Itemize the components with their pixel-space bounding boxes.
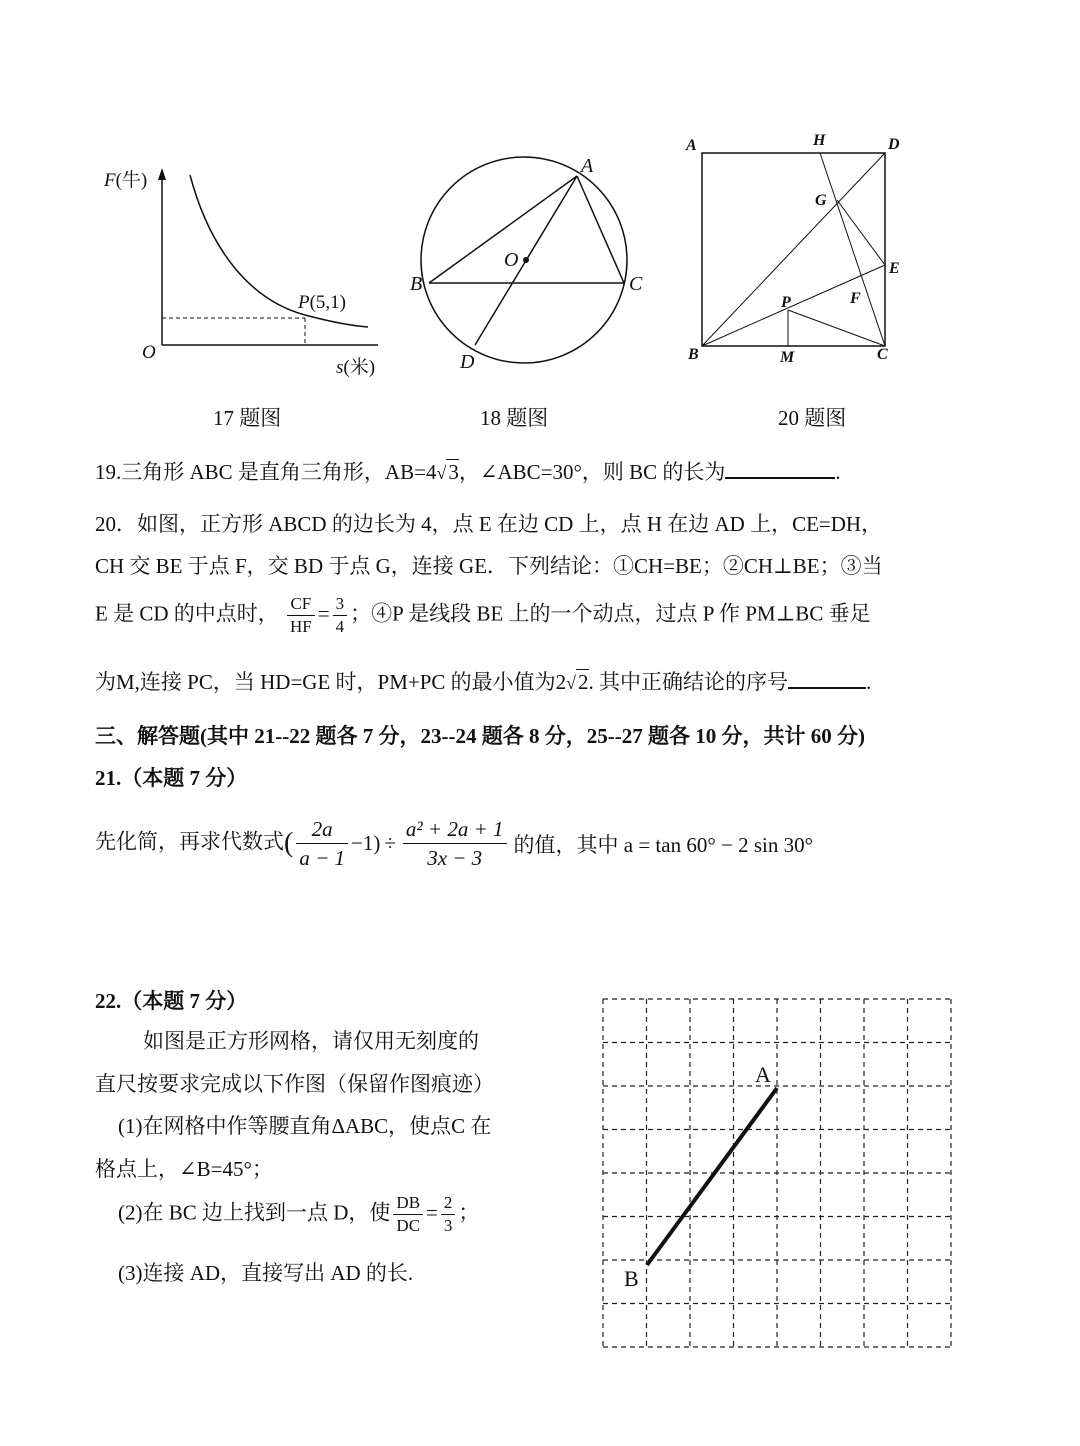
label-g: G (815, 192, 827, 209)
label-a: A (581, 155, 594, 177)
label-d: D (888, 136, 900, 153)
question-21-title: 21.（本题 7 分） (95, 766, 248, 790)
label-c: C (877, 346, 888, 363)
y-axis-arrow-icon (158, 168, 166, 180)
label-m: M (780, 349, 795, 366)
grid-figure-22 (590, 990, 970, 1360)
question-22-part-1-cont: 格点上，∠B=45°； (95, 1157, 273, 1181)
question-22-line-1: 如图是正方形网格，请仅用无刻度的 (143, 1029, 479, 1053)
dashed-grid (603, 999, 951, 1347)
grid-label-a: A (755, 1062, 771, 1087)
answer-blank-20[interactable] (788, 668, 866, 689)
segment-ab (429, 176, 577, 283)
caption-20: 20 题图 (778, 406, 847, 430)
label-e: E (889, 260, 900, 277)
sqrt-radicand: 3 (448, 460, 459, 484)
label-b: B (688, 346, 699, 363)
figure-18-circle (400, 150, 670, 380)
origin-label: O (142, 342, 156, 363)
label-b: B (410, 273, 423, 295)
label-p: P (781, 294, 791, 311)
question-22-part-3: (3)连接 AD，直接写出 AD 的长. (118, 1261, 414, 1285)
fraction-a-squared-over-3x-minus-3: $\frac{\text{a² + 2a + 1}}{3x - 3}$ (403, 815, 507, 872)
center-point (523, 257, 529, 263)
question-22-title: 22.（本题 7 分） (95, 989, 248, 1013)
fraction-3-4: $\frac{3}{4}$ (333, 593, 348, 638)
question-19: 19.三角形 ABC 是直角三角形，AB=4√3，∠ABC=30°，则 BC 的长为 . (95, 460, 841, 484)
label-o: O (504, 249, 519, 271)
question-21-body: 先化简，再求代数式( $\frac{2a}{a - 1}$ −1) ÷ $\frac{\text{a² + 2a + 1}}{3x - 3}$ 的值，其中 a = tan 60° − 2 sin 30° (95, 817, 813, 870)
question-20-line-4: 为M,连接 PC，当 HD=GE 时，PM+PC 的最小值为2√2. 其中正确结论的序号 . (95, 670, 872, 694)
grid-label-b: B (624, 1266, 639, 1291)
answer-blank-19[interactable] (725, 458, 835, 479)
fraction-2a-over-a-minus-1: $\frac{2a}{a - 1}$ (296, 815, 348, 872)
question-22-part-2: (2)在 BC 边上找到一点 D，使 $\frac{DB}{DC}$ = $\frac{2}{3}$ ； (118, 1193, 480, 1235)
segment-pc (788, 310, 885, 346)
question-20-line-2: CH 交 BE 于点 F，交 BD 于点 G，连接 GE．下列结论：①CH=BE；②CH⊥BE；③当 (95, 554, 883, 578)
segment-ge (837, 200, 885, 265)
label-d: D (460, 351, 475, 373)
fraction-db-dc: $\frac{DB}{DC}$ (393, 1192, 423, 1237)
fraction-cf-hf: $\frac{CF}{HF}$ (287, 593, 315, 638)
figure-20-square (680, 125, 920, 375)
label-f: F (850, 290, 861, 307)
question-22-part-1: (1)在网格中作等腰直角ΔABC，使点C 在 (118, 1114, 492, 1138)
section-3-heading: 三、解答题(其中 21--22 题各 7 分，23--24 题各 8 分，25--27 题各 10 分，共计 60 分) (95, 724, 865, 748)
caption-17: 17 题图 (213, 406, 282, 430)
figure-17-graph (100, 160, 400, 390)
caption-18: 18 题图 (480, 406, 549, 430)
label-c: C (629, 273, 643, 295)
sqrt-radicand: 2 (578, 670, 589, 694)
question-20-line-1: 20．如图，正方形 ABCD 的边长为 4，点 E 在边 CD 上，点 H 在边 AD 上，CE=DH， (95, 512, 883, 536)
point-p-label: P(5,1) (298, 292, 347, 313)
segment-ab (647, 1088, 777, 1265)
diagonal-bd (702, 153, 885, 346)
label-a: A (686, 137, 697, 154)
question-22-line-2: 直尺按要求完成以下作图（保留作图痕迹） (95, 1072, 494, 1096)
x-axis-label: s(米) (336, 357, 376, 378)
segment-ch (820, 153, 885, 346)
y-axis-label: F(牛) (104, 170, 148, 191)
fraction-2-3: $\frac{2}{3}$ (441, 1192, 456, 1237)
question-20-line-3: E 是 CD 的中点时， $\frac{CF}{HF}$ = $\frac{3}{4}$ ；④P 是线段 BE 上的一个动点，过点 P 作 PM⊥BC 垂足 (95, 594, 871, 636)
label-h: H (813, 132, 826, 149)
